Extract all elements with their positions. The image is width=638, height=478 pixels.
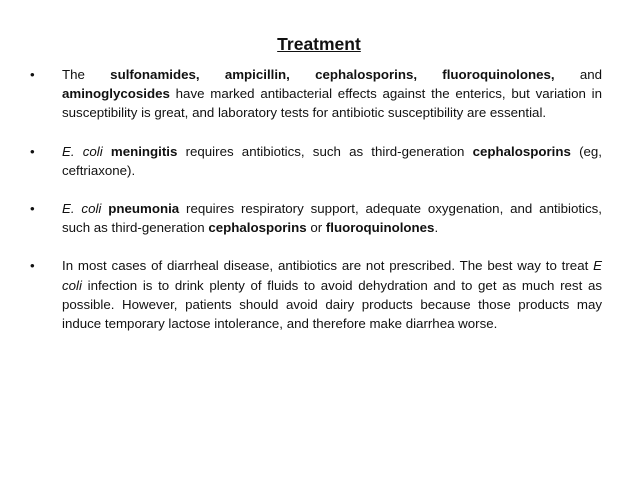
bullet-marker: •: [30, 201, 35, 217]
slide-title: Treatment: [277, 34, 361, 54]
bullet-item: [28, 142, 602, 180]
bullet-text-run: and: [554, 67, 603, 82]
bullet-text-run: requires antibiotics, such as third-generation: [177, 143, 473, 159]
bullet-text-run: infection is to drink plenty of fluids to avoid dehydration and to get as much rest as possible. However, patients should avoid dairy products because those products may induce temporary lactose intolerance, and therefore make diarrhea worse.: [62, 277, 602, 332]
bullet-text-run: E. coli: [62, 143, 103, 159]
bullet-text-run: cephalosporins: [208, 220, 307, 236]
bullet-text-run: cephalosporins: [472, 143, 571, 159]
bullet-text-run: (eg, ceftriaxone).: [62, 143, 603, 178]
bullet-marker: •: [30, 258, 35, 274]
bullet-item: [28, 199, 602, 237]
bullet-text-run: meningitis: [110, 143, 178, 159]
bullet-text-run: sulfonamides, ampicillin, cephalosporins, fluoroquinolones,: [110, 67, 555, 82]
bullet-text-run: fluoroquinolones: [325, 220, 435, 236]
bullet-text-run: E coli: [62, 258, 602, 293]
bullet-text-run: pneumonia: [108, 201, 180, 217]
bullet-text-run: or: [306, 220, 326, 236]
bullet-item: [28, 256, 602, 333]
bullet-text-run: requires respiratory support, adequate oxygenation, and antibiotics, such as third-generation: [62, 201, 602, 236]
bullet-text-run: [103, 144, 111, 159]
bullet-text-run: aminoglycosides: [62, 86, 170, 102]
bullet-text-run: .: [434, 220, 439, 236]
bullet-item: [28, 65, 602, 123]
bullet-marker: •: [30, 67, 35, 82]
bullet-marker: •: [30, 143, 35, 159]
bullet-text-run: The: [62, 67, 111, 82]
bullet-text-run: In most cases of diarrheal disease, antibiotics are not prescribed. The best way to treat: [62, 258, 594, 274]
bullet-list: [28, 65, 602, 352]
bullet-text-run: E. coli: [62, 201, 102, 217]
bullet-text-run: have marked antibacterial effects against the enterics, but variation in susceptibility is great, and laboratory tests for antibiotic susceptibility are essential.: [62, 86, 602, 121]
